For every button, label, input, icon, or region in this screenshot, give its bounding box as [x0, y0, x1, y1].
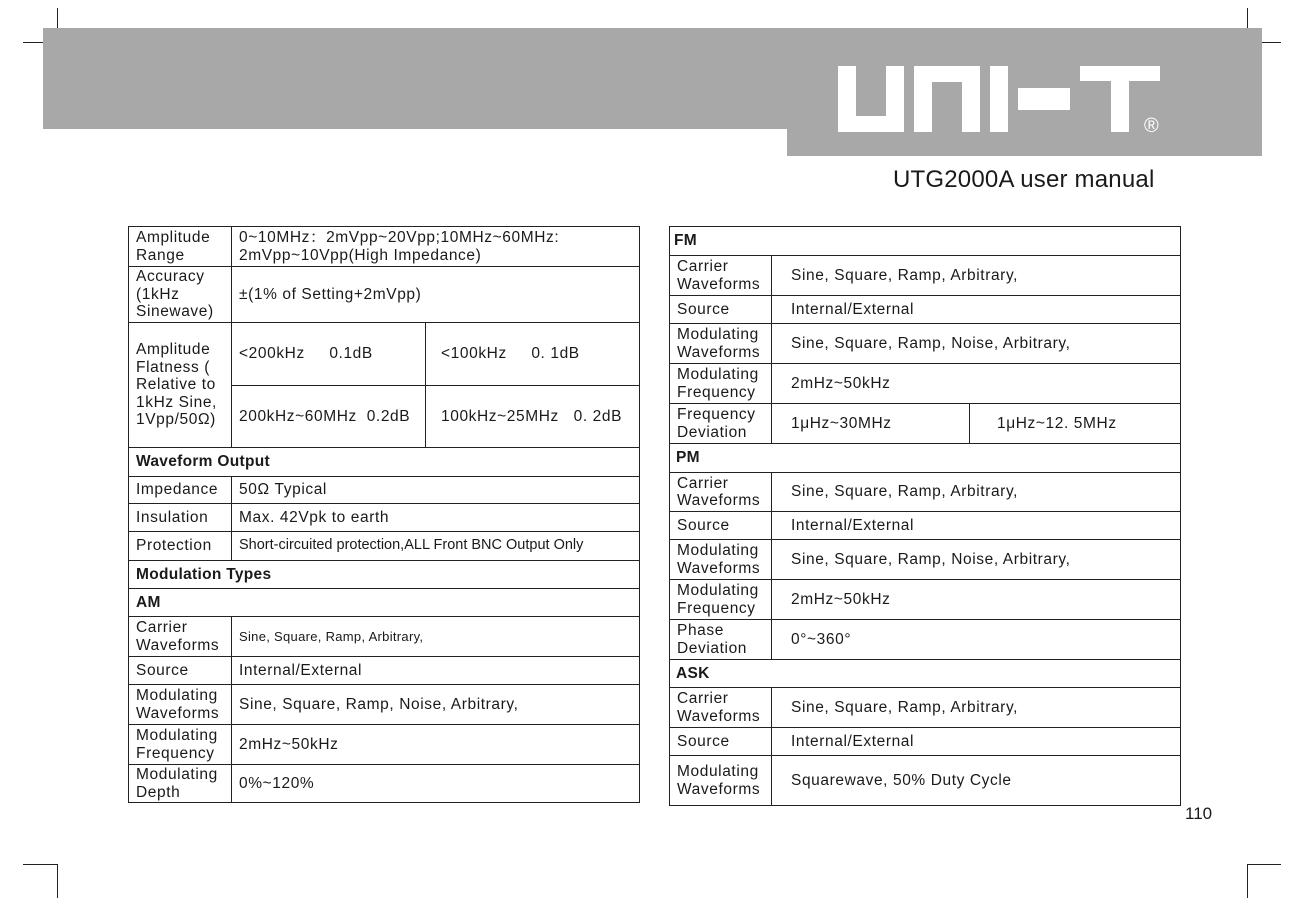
row-label: Modulating Waveforms: [129, 685, 232, 725]
table-row: [670, 227, 1181, 256]
table-row: [670, 324, 1181, 364]
row-label: Impedance: [129, 477, 232, 504]
table-row: [129, 477, 640, 504]
row-value: 200kHz~60MHz 0.2dB: [232, 386, 426, 448]
row-value: 2mHz~50kHz: [772, 580, 1181, 620]
crop-mark: [57, 864, 58, 898]
row-value: Internal/External: [772, 296, 1181, 324]
section-heading: Modulation Types: [129, 561, 640, 589]
row-label: Source: [670, 296, 772, 324]
row-value: Internal/External: [772, 512, 1181, 540]
section-heading: PM: [670, 444, 1181, 473]
row-value: <200kHz 0.1dB: [232, 323, 426, 386]
crop-mark: [1247, 864, 1248, 898]
row-label: Amplitude Range: [129, 227, 232, 267]
row-value: Sine, Square, Ramp, Noise, Arbitrary,: [232, 685, 640, 725]
table-row: [670, 473, 1181, 512]
crop-mark: [1247, 864, 1281, 865]
table-row: [129, 504, 640, 532]
table-row: [129, 532, 640, 561]
row-label: Modulating Frequency: [670, 364, 772, 404]
row-label: Insulation: [129, 504, 232, 532]
row-value: 1μHz~30MHz: [772, 404, 970, 444]
left-spec-table: [128, 226, 640, 803]
row-label: Protection: [129, 532, 232, 561]
row-label: Frequency Deviation: [670, 404, 772, 444]
row-label: Carrier Waveforms: [670, 473, 772, 512]
table-row: [670, 756, 1181, 806]
row-value: Squarewave, 50% Duty Cycle: [772, 756, 1181, 806]
row-label: Source: [129, 657, 232, 685]
row-label: Source: [670, 728, 772, 756]
row-value: Internal/External: [232, 657, 640, 685]
value-line: 2mVpp~10Vpp(High Impedance): [239, 246, 482, 264]
crop-mark: [23, 864, 57, 865]
section-heading: ASK: [670, 660, 1181, 688]
table-row: [670, 580, 1181, 620]
row-value: Sine, Square, Ramp, Arbitrary,: [772, 688, 1181, 728]
table-row: [670, 444, 1181, 473]
table-row: [129, 323, 640, 386]
row-label: Accuracy (1kHz Sinewave): [129, 267, 232, 323]
table-row: [129, 589, 640, 617]
row-value: Sine, Square, Ramp, Noise, Arbitrary,: [772, 324, 1181, 364]
page-number: 110: [1185, 804, 1213, 823]
row-label: Source: [670, 512, 772, 540]
registered-mark: ®: [1144, 115, 1159, 134]
row-value: 2mHz~50kHz: [772, 364, 1181, 404]
amplitude-range-value: [232, 227, 640, 267]
table-row: [670, 364, 1181, 404]
table-row: [670, 512, 1181, 540]
row-value: 50Ω Typical: [232, 477, 640, 504]
table-row: [129, 448, 640, 477]
table-row: [129, 227, 640, 267]
table-row: [670, 404, 1181, 444]
table-row: [670, 540, 1181, 580]
row-value: Sine, Square, Ramp, Arbitrary,: [772, 473, 1181, 512]
row-value: Sine, Square, Ramp, Arbitrary,: [772, 256, 1181, 296]
row-label: Amplitude Flatness ( Relative to 1kHz Sine, 1Vpp/50Ω): [129, 323, 232, 448]
row-label: Modulating Waveforms: [670, 756, 772, 806]
row-label: Modulating Waveforms: [670, 324, 772, 364]
section-heading: AM: [129, 589, 640, 617]
right-spec-table: [669, 226, 1181, 806]
row-value: Max. 42Vpk to earth: [232, 504, 640, 532]
row-value: 100kHz~25MHz 0. 2dB: [426, 386, 640, 448]
section-heading: FM: [670, 227, 1181, 256]
row-label: Carrier Waveforms: [129, 617, 232, 657]
table-row: [129, 725, 640, 765]
table-row: [670, 620, 1181, 660]
row-label: Modulating Depth: [129, 765, 232, 803]
row-label: Modulating Frequency: [129, 725, 232, 765]
table-row: [670, 728, 1181, 756]
row-value: 2mHz~50kHz: [232, 725, 640, 765]
uni-t-logo: [838, 66, 1164, 134]
value-line: 0~10MHz：2mVpp~20Vpp;10MHz~60MHz:: [239, 229, 560, 246]
row-label: Modulating Frequency: [670, 580, 772, 620]
table-row: [670, 256, 1181, 296]
row-value: Sine, Square, Ramp, Arbitrary,: [232, 617, 640, 657]
row-label: Carrier Waveforms: [670, 688, 772, 728]
table-row: [670, 660, 1181, 688]
row-label: Modulating Waveforms: [670, 540, 772, 580]
row-value: Sine, Square, Ramp, Noise, Arbitrary,: [772, 540, 1181, 580]
table-row: [129, 561, 640, 589]
table-row: [129, 657, 640, 685]
table-row: [670, 688, 1181, 728]
row-value: 0%~120%: [232, 765, 640, 803]
table-row: [129, 267, 640, 323]
row-value: ±(1% of Setting+2mVpp): [232, 267, 640, 323]
row-value: <100kHz 0. 1dB: [426, 323, 640, 386]
table-row: [129, 765, 640, 803]
table-row: [670, 296, 1181, 324]
row-value: Short-circuited protection,ALL Front BNC Output Only: [232, 532, 640, 561]
table-row: [129, 685, 640, 725]
row-value: Internal/External: [772, 728, 1181, 756]
manual-title: UTG2000A user manual: [893, 166, 1155, 193]
table-row: [129, 617, 640, 657]
row-value: 0°~360°: [772, 620, 1181, 660]
row-label: Carrier Waveforms: [670, 256, 772, 296]
row-label: Phase Deviation: [670, 620, 772, 660]
section-heading: Waveform Output: [129, 448, 640, 477]
row-value: 1μHz~12. 5MHz: [970, 404, 1181, 444]
